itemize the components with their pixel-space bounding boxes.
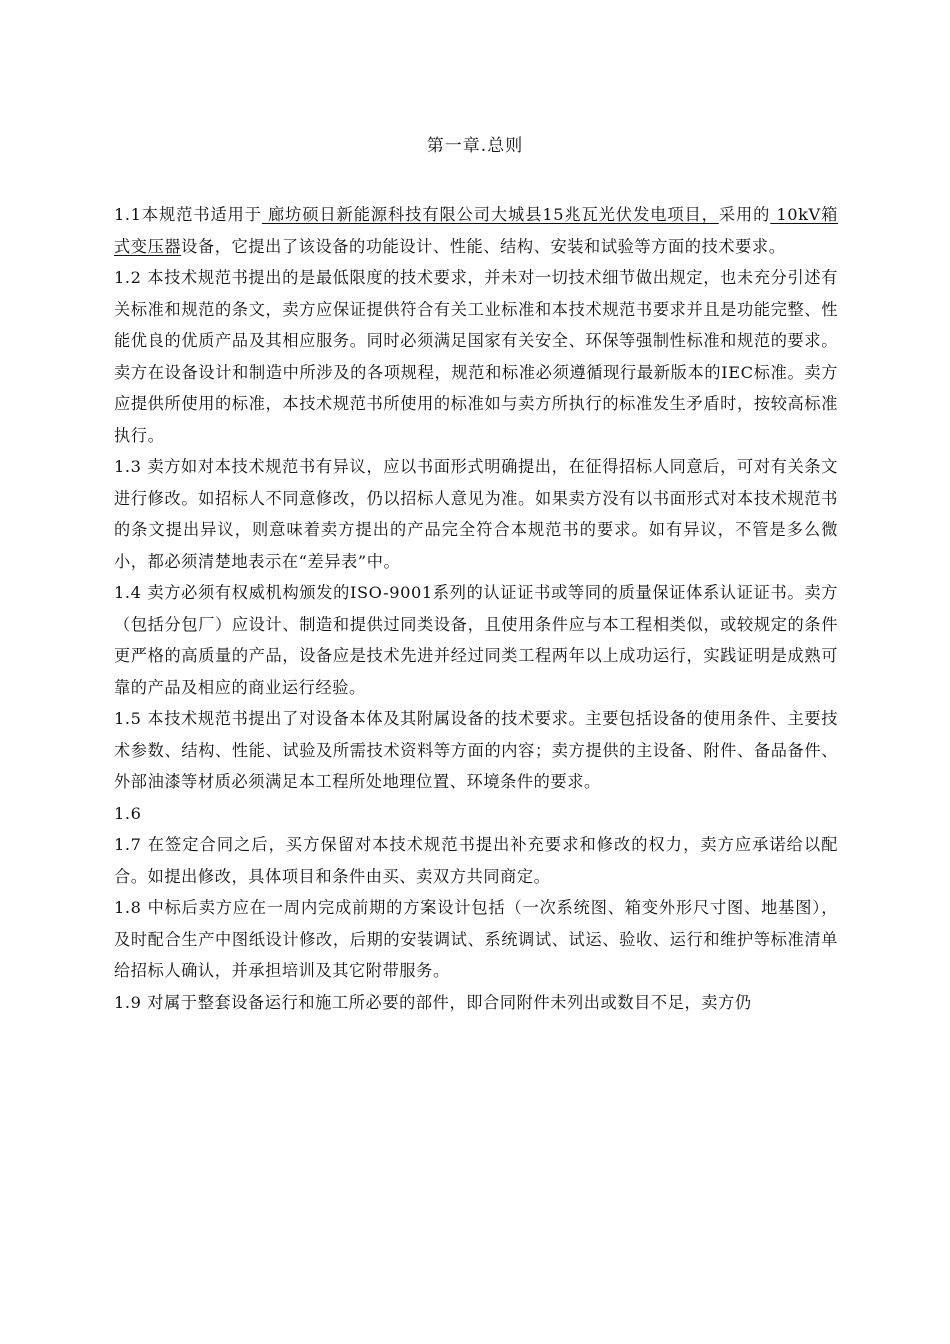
- equipment-name: 10kV箱式变压器: [114, 205, 838, 256]
- clause-1-2: [114, 262, 838, 451]
- chapter-title: 第一章.总则: [426, 136, 524, 156]
- clause-text: 在签定合同之后，买方保留对本技术规范书提出补充要求和修改的权力，卖方应承诺给以配合。如提出修改，具体项目和条件由买、卖双方共同商定。: [114, 835, 839, 886]
- project-name: 廊坊硕日新能源科技有限公司大城县15兆瓦光伏发电项目，: [261, 205, 719, 224]
- clause-1-1: [114, 199, 838, 262]
- clause-1-8: [114, 892, 838, 987]
- clause-number: 1.9: [114, 992, 142, 1012]
- clause-text: 本技术规范书提出了对设备本体及其附属设备的技术要求。主要包括设备的使用条件、主要技术参数、结构、性能、试验及所需技术资料等方面的内容；卖方提供的主设备、附件、备品备件、外部油漆等材质必须满足本工程所处地理位置、环境条件的要求。: [114, 709, 838, 791]
- clause-text-after: 设备，它提出了该设备的功能设计、性能、结构、安装和试验等方面的技术要求。: [181, 236, 786, 256]
- clause-number: 1.3: [114, 457, 142, 476]
- clause-text: 本技术规范书提出的是最低限度的技术要求，并未对一切技术细节做出规定，也未充分引述有关标准和规范的条文，卖方应保证提供符合有关工业标准和本技术规范书要求并且是功能完整、性能优良的优质产品及其相应服务。同时必须满足国家有关安全、环保等强制性标准和规范的要求。卖方在设备设计和制造中所涉及的各项规程，规范和标准必须遵循现行最新版本的IEC标准。卖方应提供所使用的标准，本技术规范书所使用的标准如与卖方所执行的标准发生矛盾时，按较高标准执行。: [114, 268, 838, 445]
- clause-1-5: [114, 703, 838, 798]
- clause-number: 1.2: [114, 268, 142, 287]
- clause-text: 中标后卖方应在一周内完成前期的方案设计包括（一次系统图、箱变外形尺寸图、地基图），及时配合生产中图纸设计修改，后期的安装调试、系统调试、试运、验收、运行和维护等标准清单给招标人确认，并承担培训及其它附带服务。: [114, 898, 839, 980]
- clause-1-3: [114, 451, 838, 577]
- clause-number: 1.4: [114, 583, 142, 602]
- clause-text-mid: 采用的: [718, 205, 771, 224]
- clause-text: 卖方如对本技术规范书有异议，应以书面形式明确提出，在征得招标人同意后，可对有关条文进行修改。如招标人不同意修改，仍以招标人意见为准。如果卖方没有以书面形式对本技术规范书的条文提出异议，则意味着卖方提出的产品完全符合本规范书的要求。如有异议，不管是多么微小，都必须清楚地表示在“差异表”中。: [114, 457, 838, 571]
- clause-1-7: [114, 829, 838, 892]
- clause-number: 1.5: [114, 709, 142, 728]
- clause-number: 1.6: [114, 803, 142, 823]
- clause-number: 1.7: [114, 835, 142, 854]
- clause-1-4: [114, 577, 838, 703]
- clause-1-9: [114, 987, 838, 1019]
- clauses-body: [114, 199, 838, 1018]
- clause-text: 卖方必须有权威机构颁发的ISO-9001系列的认证证书或等同的质量保证体系认证证书。卖方（包括分包厂）应设计、制造和提供过同类设备，且使用条件应与本工程相类似，或较规定的条件更严格的高质量的产品，设备应是技术先进并经过同类工程两年以上成功运行，实践证明是成熟可靠的产品及相应的商业运行经验。: [114, 583, 838, 697]
- clause-number: 1.8: [114, 898, 142, 917]
- clause-number: 1.1: [114, 205, 142, 224]
- clause-text-before: 本规范书适用于: [141, 205, 262, 224]
- clause-text: 对属于整套设备运行和施工所必要的部件，即合同附件未列出或数目不足，卖方仍: [147, 992, 752, 1012]
- clause-1-6: [114, 798, 838, 830]
